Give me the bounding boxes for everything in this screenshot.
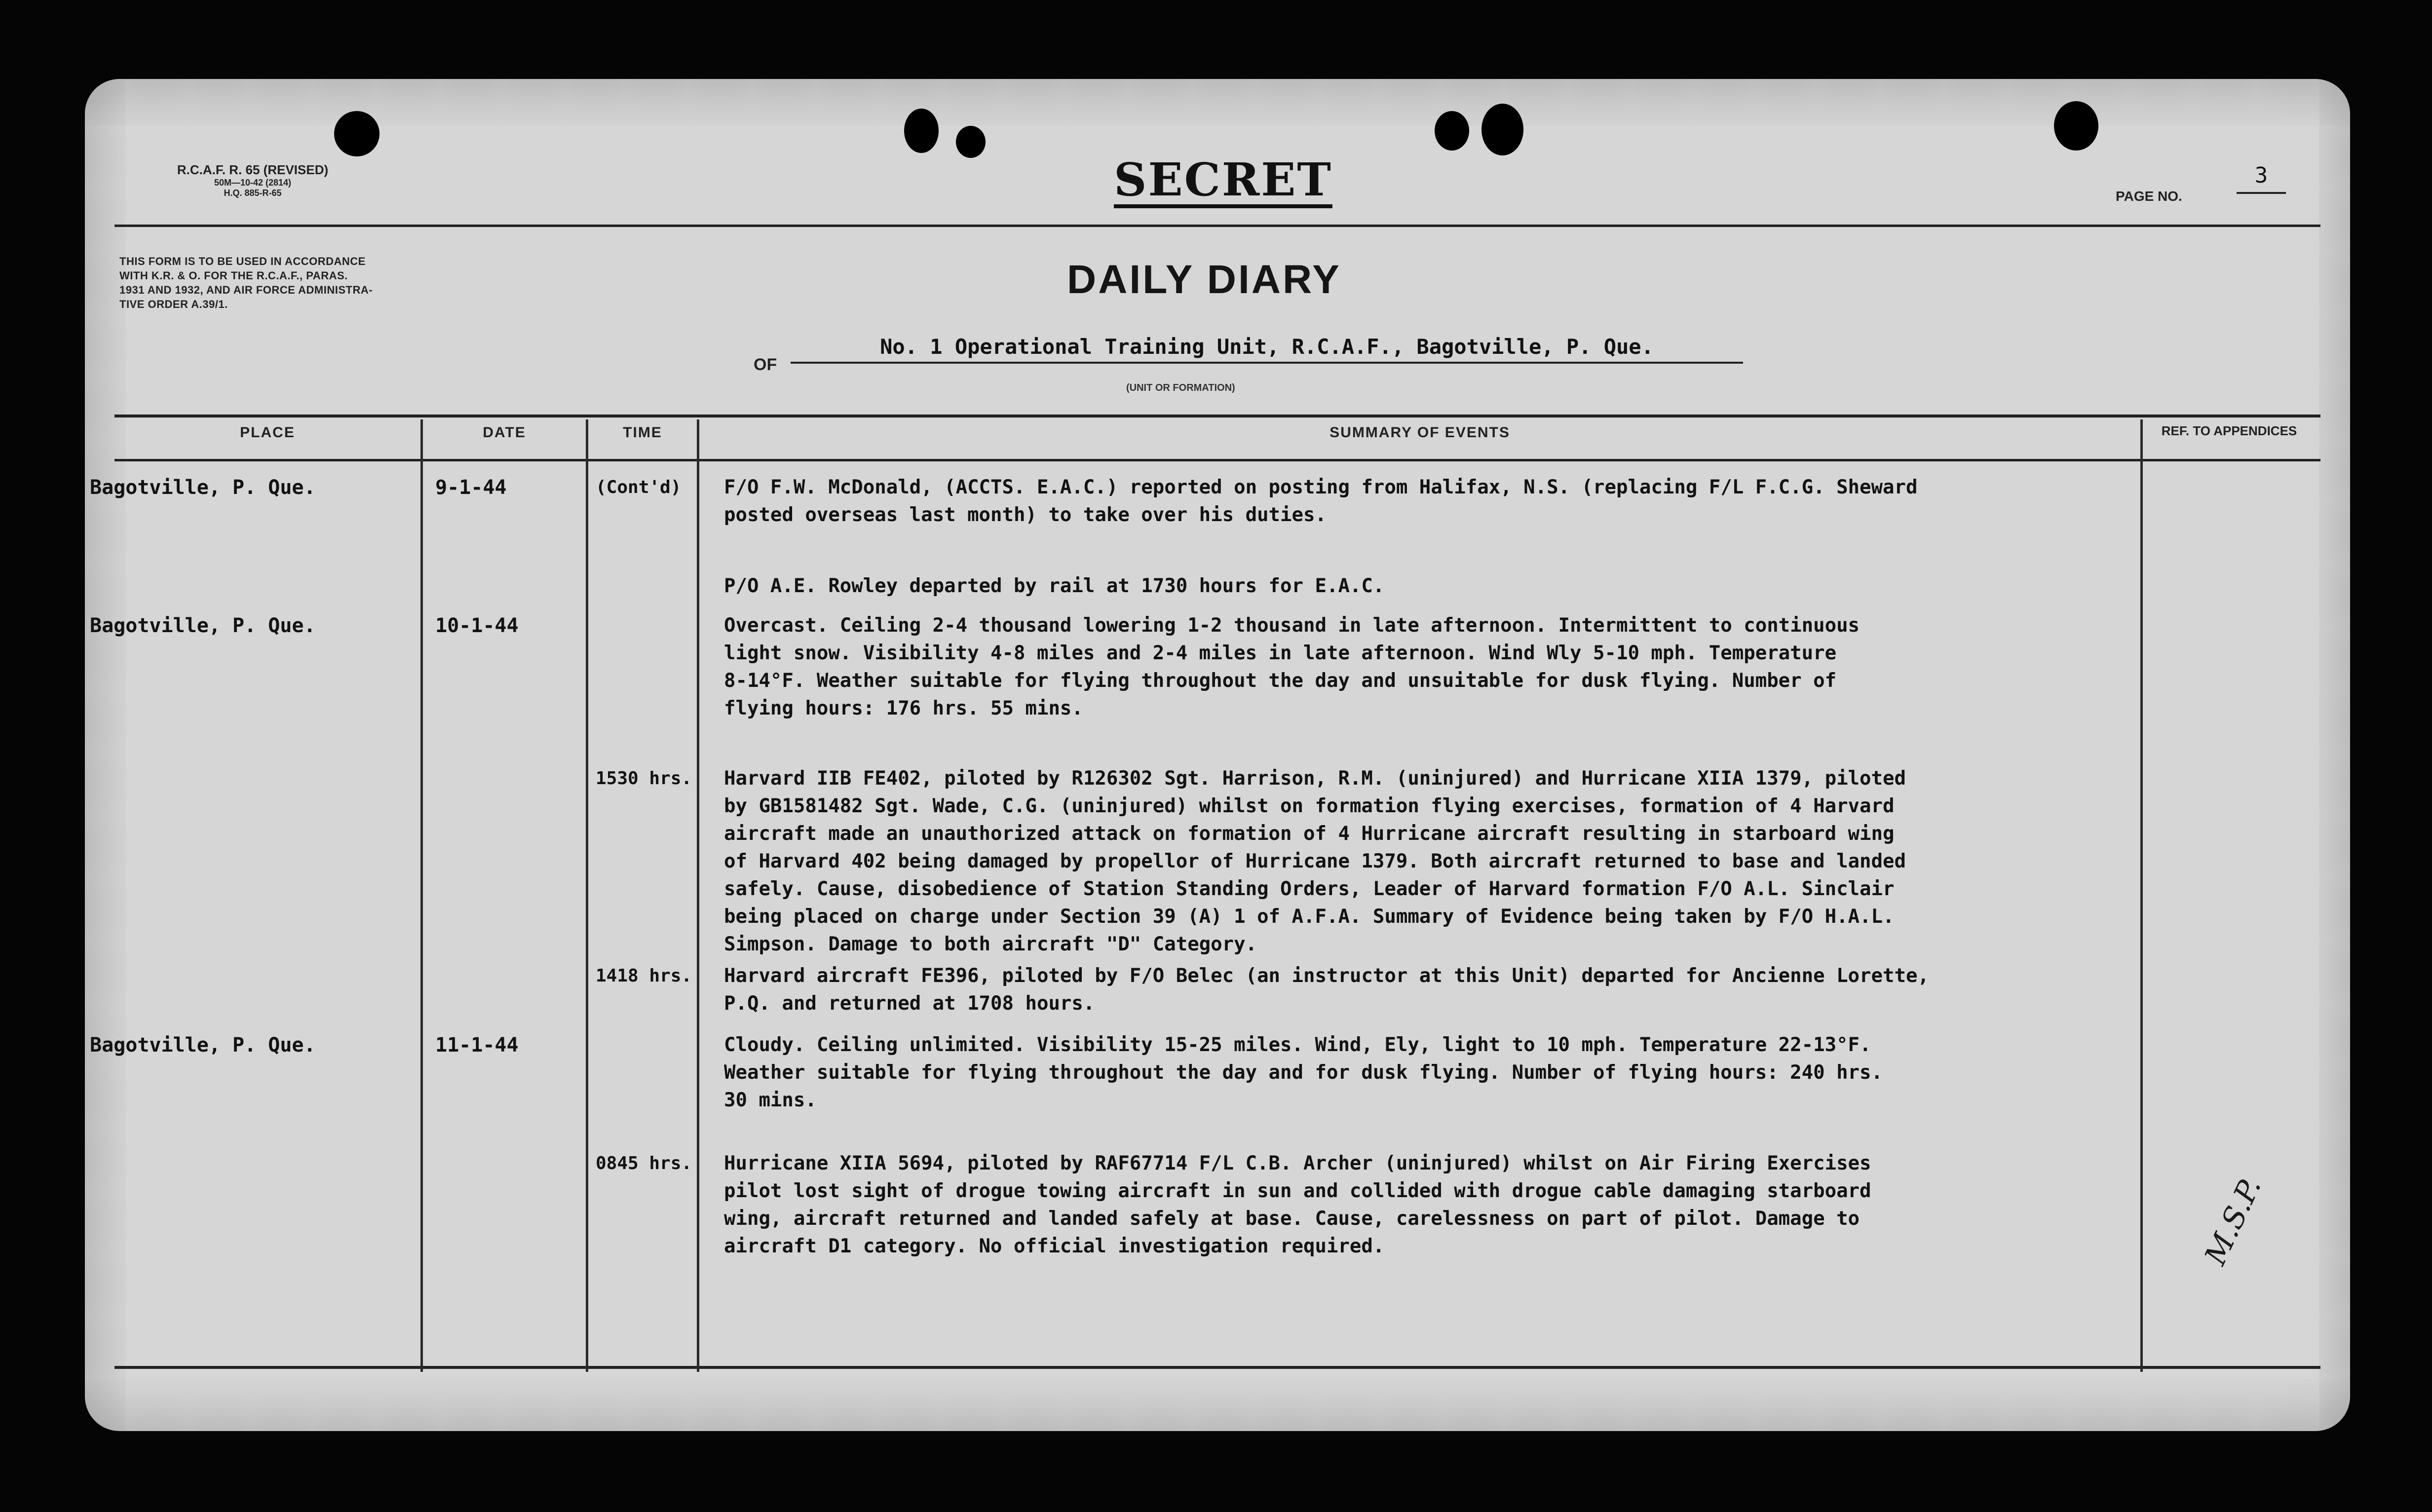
entry-place: Bagotville, P. Que.	[90, 476, 316, 499]
diary-title: DAILY DIARY	[1067, 257, 1341, 302]
table-top-border	[114, 415, 2320, 417]
entry-time: 1418 hrs.	[596, 966, 692, 986]
table-bottom-border	[114, 1366, 2320, 1369]
column-header-date: DATE	[483, 424, 526, 441]
unit-caption: (UNIT OR FORMATION)	[1126, 382, 1235, 393]
entry-date: 9-1-44	[435, 476, 507, 499]
entry-time: (Cont'd)	[596, 477, 682, 497]
page-number: 3	[2237, 163, 2286, 194]
entry-summary-line: aircraft D1 category. No official investigation required.	[724, 1235, 1385, 1257]
form-id-line: H.Q. 885-R-65	[224, 188, 282, 198]
entry-time: 1530 hrs.	[596, 768, 692, 789]
entry-place: Bagotville, P. Que.	[90, 1034, 316, 1057]
column-header-place: PLACE	[240, 424, 295, 441]
punch-hole	[904, 109, 939, 153]
entry-summary-line: Hurricane XIIA 5694, piloted by RAF67714 F/L C.B. Archer (uninjured) whilst on Air Firing Exercises	[724, 1152, 1871, 1174]
column-header-summary: SUMMARY OF EVENTS	[1330, 424, 1510, 441]
entry-summary-line: Simpson. Damage to both aircraft "D" Category.	[724, 933, 1257, 955]
handwritten-initials: M.S.P.	[2198, 1172, 2268, 1271]
divider	[114, 225, 2320, 227]
form-identifier	[124, 163, 381, 198]
entry-summary-line: 30 mins.	[724, 1089, 817, 1111]
punch-hole	[1435, 111, 1469, 151]
entry-summary-line: safely. Cause, disobedience of Station Standing Orders, Leader of Harvard formation F/O A.L. Sinclair	[724, 878, 1895, 900]
column-divider	[420, 419, 423, 1372]
column-divider	[697, 419, 699, 1372]
entry-summary-line: Harvard IIB FE402, piloted by R126302 Sgt. Harrison, R.M. (uninjured) and Hurricane XIIA 1379, piloted	[724, 767, 1906, 790]
column-divider	[586, 419, 588, 1372]
column-header-time: TIME	[623, 424, 662, 441]
entry-time: 0845 hrs.	[596, 1153, 692, 1173]
entry-summary-line: of Harvard 402 being damaged by propellor of Hurricane 1379. Both aircraft returned to base and landed	[724, 850, 1906, 872]
entry-date: 11-1-44	[435, 1034, 519, 1057]
entry-summary-line: P.Q. and returned at 1708 hours.	[724, 992, 1095, 1015]
form-notice	[119, 254, 529, 311]
entry-summary-line: posted overseas last month) to take over his duties.	[724, 504, 1327, 526]
punch-hole	[1482, 104, 1523, 155]
entry-summary-line: light snow. Visibility 4-8 miles and 2-4 miles in late afternoon. Wind Wly 5-10 mph. Temperature	[724, 642, 1837, 664]
notice-line: 1931 AND 1932, AND AIR FORCE ADMINISTRA-	[119, 284, 373, 297]
punch-hole	[334, 111, 380, 156]
entry-summary-line: being placed on charge under Section 39 (A) 1 of A.F.A. Summary of Evidence being taken by F/O H.A.L.	[724, 906, 1895, 928]
entry-summary-line: Overcast. Ceiling 2-4 thousand lowering 1-2 thousand in late afternoon. Intermittent to continuous	[724, 614, 1860, 637]
security-classification: SECRET	[1114, 153, 1332, 206]
of-label: OF	[754, 355, 777, 374]
diary-page	[85, 79, 2350, 1431]
entry-summary-line: F/O F.W. McDonald, (ACCTS. E.A.C.) reported on posting from Halifax, N.S. (replacing F/L F.C.G. Sheward	[724, 476, 1918, 498]
entry-summary-line: pilot lost sight of drogue towing aircraft in sun and collided with drogue cable damaging starboard	[724, 1180, 1871, 1202]
page-number-label: PAGE NO.	[2116, 189, 2182, 204]
notice-line: TIVE ORDER A.39/1.	[119, 298, 228, 311]
entry-summary-line: aircraft made an unauthorized attack on formation of 4 Hurricane aircraft resulting in starboard wing	[724, 823, 1895, 845]
punch-hole	[2054, 101, 2098, 151]
entry-summary-line: wing, aircraft returned and landed safely at base. Cause, carelessness on part of pilot. Damage to	[724, 1208, 1860, 1230]
column-header-ref: REF. TO APPENDICES	[2161, 423, 2297, 438]
entry-summary-line: Cloudy. Ceiling unlimited. Visibility 15-25 miles. Wind, Ely, light to 10 mph. Temperature 22-13°F.	[724, 1034, 1871, 1056]
entry-date: 10-1-44	[435, 614, 519, 637]
entry-summary-line: 8-14°F. Weather suitable for flying throughout the day and unsuitable for dusk flying. Number of	[724, 670, 1837, 692]
entry-place: Bagotville, P. Que.	[90, 614, 316, 637]
punch-hole	[956, 126, 986, 158]
unit-name: No. 1 Operational Training Unit, R.C.A.F., Bagotville, P. Que.	[791, 335, 1743, 364]
entry-summary-line: P/O A.E. Rowley departed by rail at 1730 hours for E.A.C.	[724, 575, 1385, 597]
form-id-line: R.C.A.F. R. 65 (REVISED)	[177, 162, 329, 177]
notice-line: WITH K.R. & O. FOR THE R.C.A.F., PARAS.	[119, 269, 348, 282]
table-header-border	[114, 459, 2320, 461]
notice-line: THIS FORM IS TO BE USED IN ACCORDANCE	[119, 255, 366, 267]
entry-summary-line: Weather suitable for flying throughout the day and for dusk flying. Number of flying hours: 240 hrs.	[724, 1061, 1883, 1084]
entry-summary-line: flying hours: 176 hrs. 55 mins.	[724, 697, 1083, 719]
entry-summary-line: by GB1581482 Sgt. Wade, C.G. (uninjured) whilst on formation flying exercises, formation of 4 Harvard	[724, 795, 1895, 817]
column-divider	[2140, 419, 2143, 1372]
form-id-line: 50M—10-42 (2814)	[214, 177, 292, 188]
entry-summary-line: Harvard aircraft FE396, piloted by F/O Belec (an instructor at this Unit) departed for Ancienne Lorette,	[724, 965, 1929, 987]
